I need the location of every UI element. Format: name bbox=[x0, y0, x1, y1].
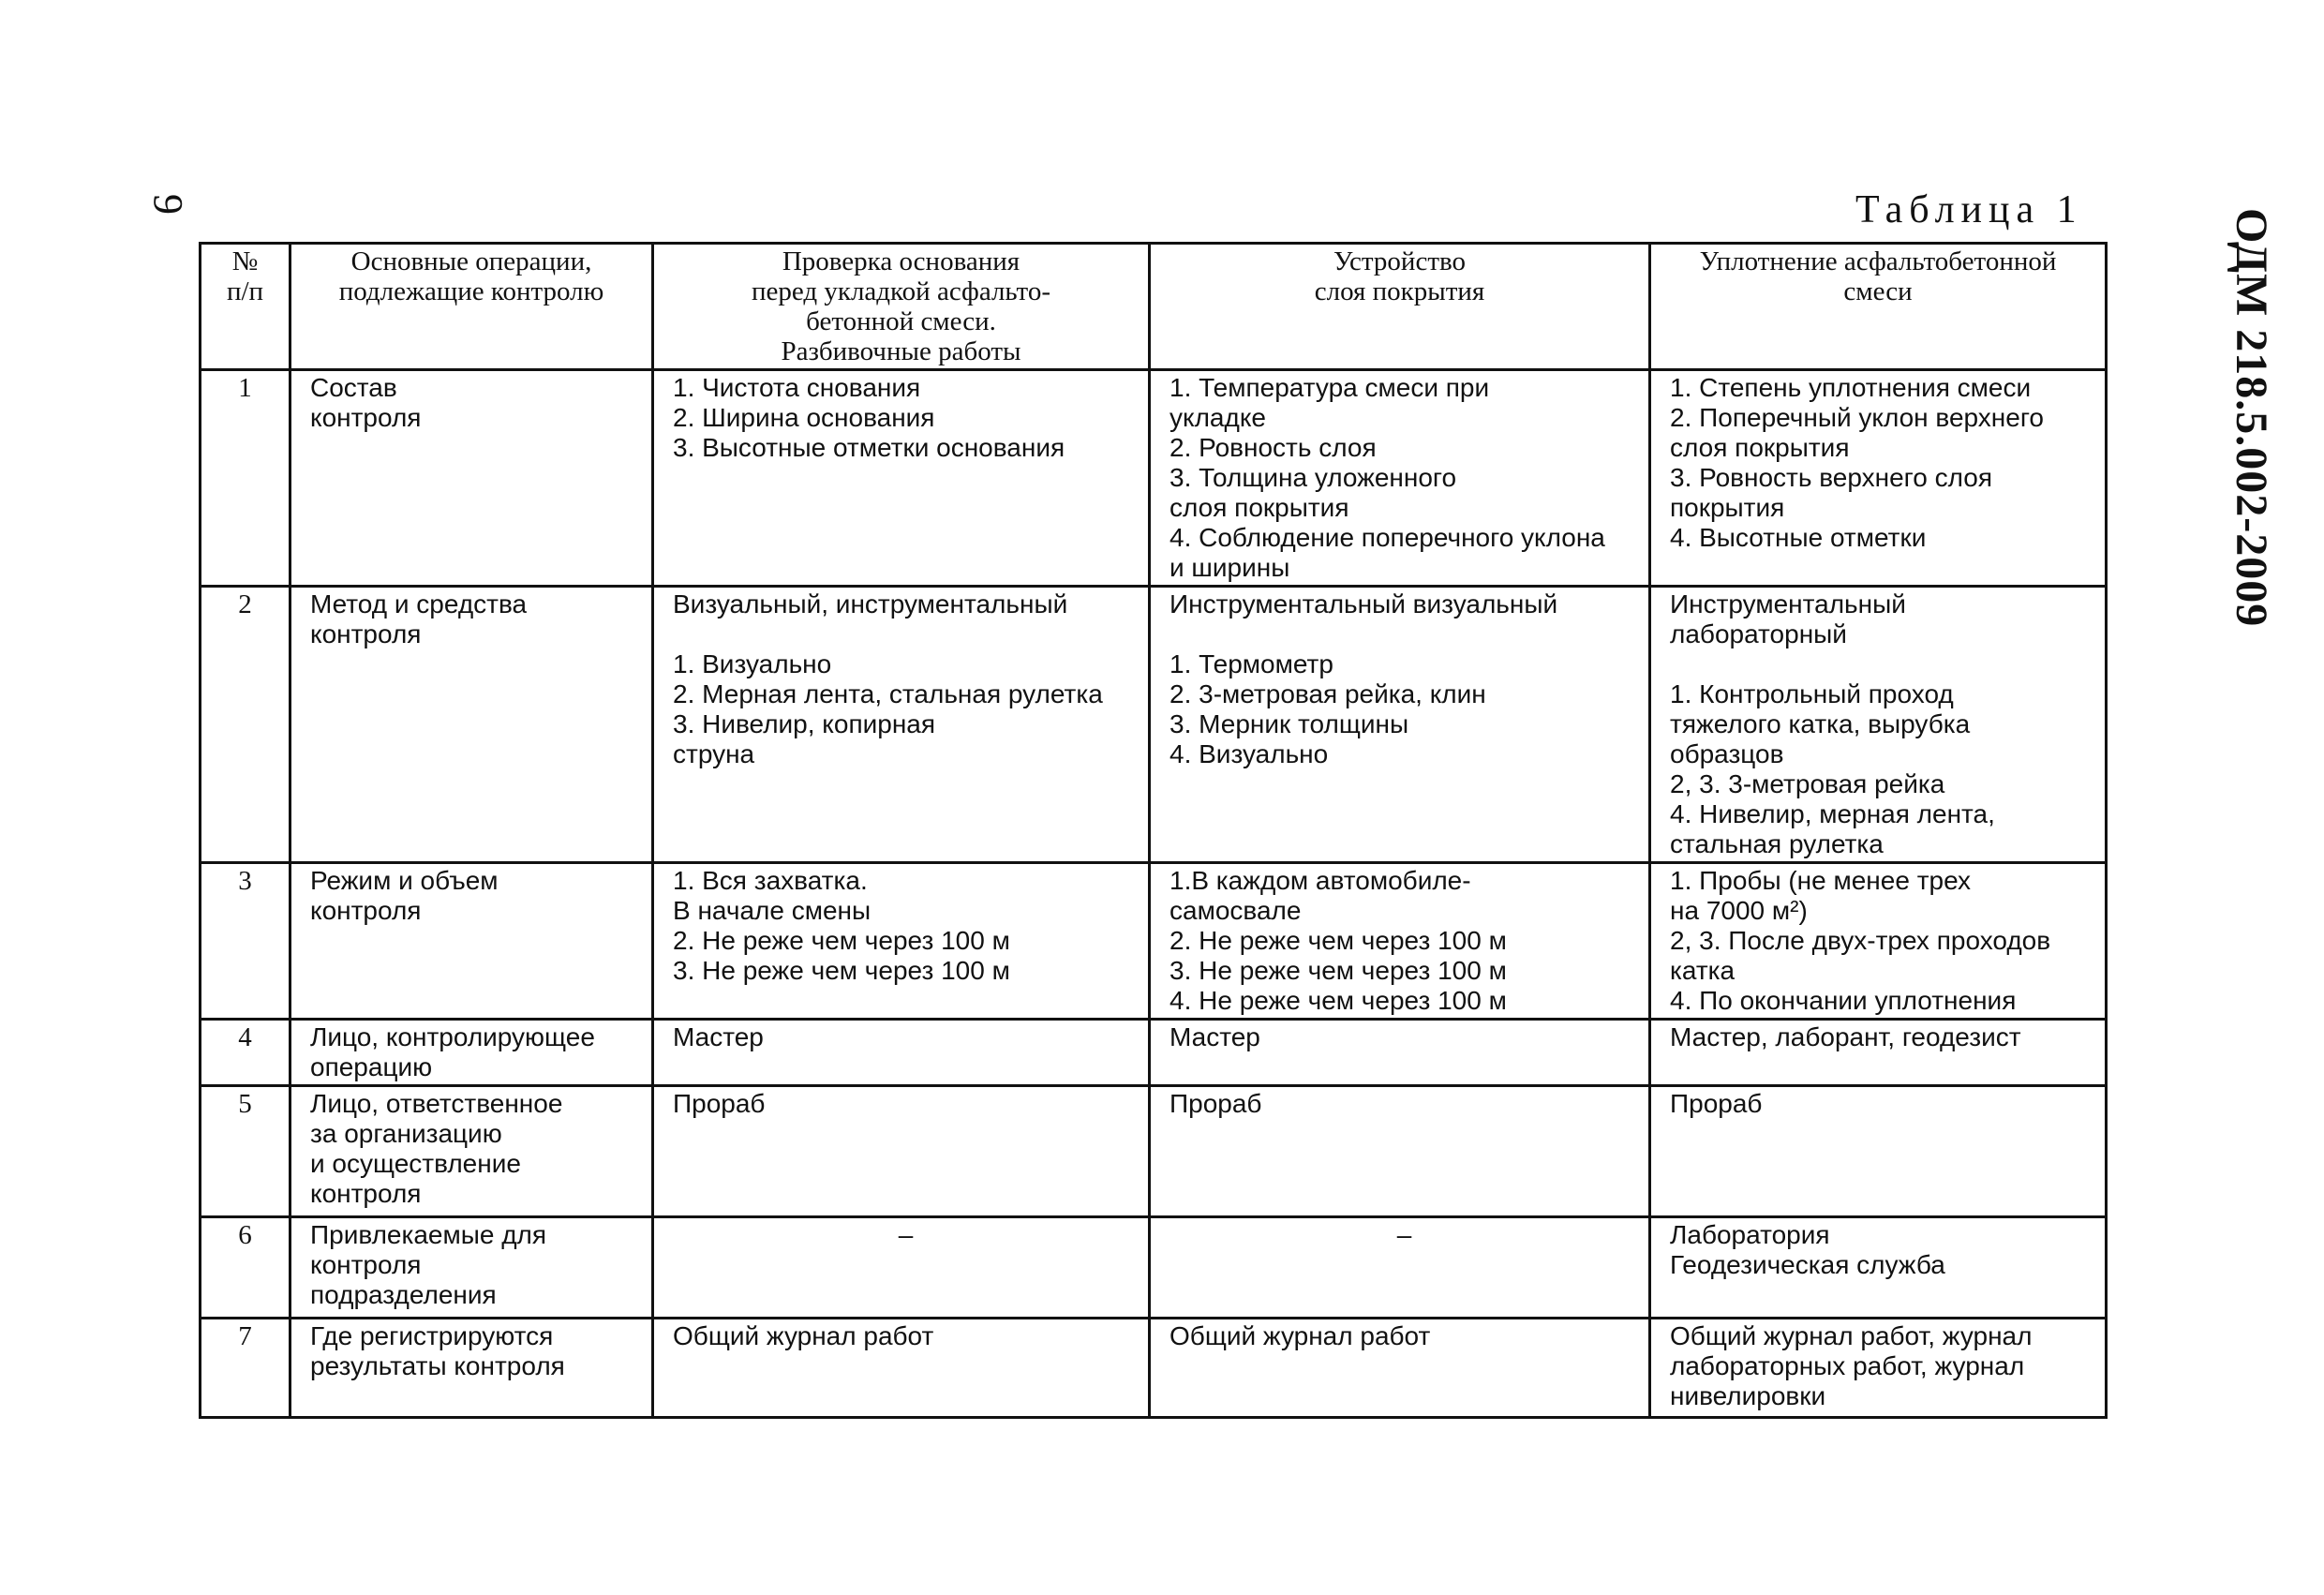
cell-line: контроля bbox=[310, 619, 422, 648]
cell-line: струна bbox=[673, 739, 755, 768]
cell-line: п/п bbox=[226, 276, 264, 306]
cell-line: лабораторный bbox=[1670, 619, 1847, 648]
cell-line: операцию bbox=[310, 1052, 433, 1081]
cell-line: Режим и объем bbox=[310, 866, 499, 895]
row-number: 2 bbox=[201, 587, 290, 863]
header-base-check bbox=[653, 244, 1150, 370]
cell-line: 1. Чистота снования bbox=[673, 373, 921, 402]
cell-line: Разбивочные работы bbox=[781, 336, 1021, 366]
cell-line: – bbox=[898, 1220, 914, 1249]
cell-line: контроля bbox=[310, 896, 422, 925]
cell-line: слоя покрытия bbox=[1169, 493, 1349, 522]
table-row bbox=[201, 1086, 2107, 1217]
cell-line: и осуществление bbox=[310, 1149, 521, 1178]
cell-line: Где регистрируются bbox=[310, 1321, 554, 1350]
layer-device-cell bbox=[1150, 370, 1650, 587]
compaction-cell bbox=[1650, 1086, 2107, 1217]
operation-cell bbox=[290, 1020, 653, 1086]
operation-cell bbox=[290, 370, 653, 587]
cell-line: 2, 3. После двух-трех проходов bbox=[1670, 926, 2051, 955]
cell-line: Метод и средства bbox=[310, 589, 528, 619]
compaction-cell bbox=[1650, 370, 2107, 587]
cell-line: 1. Контрольный проход bbox=[1670, 679, 1954, 708]
header-compaction bbox=[1650, 244, 2107, 370]
cell-line: на 7000 м²) bbox=[1670, 896, 1808, 925]
cell-line: укладке bbox=[1169, 403, 1266, 432]
table-row bbox=[201, 1217, 2107, 1319]
table-row bbox=[201, 863, 2107, 1020]
table-row bbox=[201, 1020, 2107, 1086]
cell-line: катка bbox=[1670, 956, 1736, 985]
cell-line: лабораторных работ, журнал bbox=[1670, 1351, 2025, 1380]
cell-line: 3. Ровность верхнего слоя bbox=[1670, 463, 1993, 492]
cell-line: контроля bbox=[310, 1179, 422, 1208]
base-check-cell bbox=[653, 863, 1150, 1020]
base-check-cell bbox=[653, 1086, 1150, 1217]
compaction-cell bbox=[1650, 587, 2107, 863]
base-check-cell bbox=[653, 587, 1150, 863]
layer-device-cell bbox=[1150, 587, 1650, 863]
blank-line bbox=[1670, 649, 2095, 679]
cell-line: подлежащие контролю bbox=[338, 276, 604, 306]
cell-line: 1. Пробы (не менее трех bbox=[1670, 866, 1972, 895]
layer-device-cell bbox=[1150, 1319, 1650, 1418]
cell-line: 3. Не реже чем через 100 м bbox=[673, 956, 1010, 985]
operation-cell bbox=[290, 1086, 653, 1217]
cell-line: № bbox=[231, 246, 259, 276]
cell-line: 1. Вся захватка. bbox=[673, 866, 868, 895]
cell-line: 1. Термометр bbox=[1169, 649, 1333, 678]
cell-line: бетонной смеси. bbox=[806, 306, 996, 336]
compaction-cell bbox=[1650, 863, 2107, 1020]
header-operations bbox=[290, 244, 653, 370]
row-number: 7 bbox=[201, 1319, 290, 1418]
layer-device-cell bbox=[1150, 1020, 1650, 1086]
cell-line: Мастер, лаборант, геодезист bbox=[1670, 1022, 2021, 1051]
layer-device-cell bbox=[1150, 1217, 1650, 1319]
base-check-cell bbox=[653, 370, 1150, 587]
cell-line: Мастер bbox=[673, 1022, 764, 1051]
operation-cell bbox=[290, 1319, 653, 1418]
cell-line: Устройство bbox=[1333, 246, 1466, 276]
cell-line: 2. Не реже чем через 100 м bbox=[1169, 926, 1507, 955]
cell-line: 4. Нивелир, мерная лента, bbox=[1670, 799, 1995, 828]
base-check-cell bbox=[653, 1319, 1150, 1418]
cell-line: 2, 3. 3-метровая рейка bbox=[1670, 769, 1945, 798]
cell-line: и ширины bbox=[1169, 553, 1290, 582]
cell-line: Проверка основания bbox=[782, 246, 1020, 276]
row-number: 4 bbox=[201, 1020, 290, 1086]
table-row bbox=[201, 587, 2107, 863]
header-layer-device bbox=[1150, 244, 1650, 370]
cell-line: перед укладкой асфальто- bbox=[751, 276, 1050, 306]
cell-line: Лицо, контролирующее bbox=[310, 1022, 595, 1051]
cell-line: Инструментальный bbox=[1670, 589, 1906, 619]
cell-line: 2. Не реже чем через 100 м bbox=[673, 926, 1010, 955]
cell-line: 4. Высотные отметки bbox=[1670, 523, 1927, 552]
cell-line: результаты контроля bbox=[310, 1351, 565, 1380]
compaction-cell bbox=[1650, 1020, 2107, 1086]
table-row bbox=[201, 1319, 2107, 1418]
base-check-cell bbox=[653, 1020, 1150, 1086]
cell-line: смеси bbox=[1843, 276, 1913, 306]
cell-line: Лицо, ответственное bbox=[310, 1089, 563, 1118]
compaction-cell bbox=[1650, 1319, 2107, 1418]
cell-line: 2. Поперечный уклон верхнего bbox=[1670, 403, 2044, 432]
cell-line: – bbox=[1396, 1220, 1412, 1249]
cell-line: Привлекаемые для bbox=[310, 1220, 547, 1249]
row-number: 3 bbox=[201, 863, 290, 1020]
cell-line: 3. Толщина уложенного bbox=[1169, 463, 1457, 492]
compaction-cell bbox=[1650, 1217, 2107, 1319]
cell-line: стальная рулетка bbox=[1670, 829, 1884, 858]
cell-line: Состав bbox=[310, 373, 397, 402]
cell-line: Визуальный, инструментальный bbox=[673, 589, 1068, 619]
cell-line: 3. Не реже чем через 100 м bbox=[1169, 956, 1507, 985]
cell-line: за организацию bbox=[310, 1119, 502, 1148]
cell-line: подразделения bbox=[310, 1280, 497, 1309]
cell-line: 3. Высотные отметки основания bbox=[673, 433, 1065, 462]
cell-line: тяжелого катка, вырубка bbox=[1670, 709, 1971, 738]
row-number: 1 bbox=[201, 370, 290, 587]
header-number bbox=[201, 244, 290, 370]
table-title: Таблица 1 bbox=[1855, 188, 2083, 231]
base-check-cell bbox=[653, 1217, 1150, 1319]
cell-line: 4. По окончании уплотнения bbox=[1670, 986, 2017, 1015]
control-operations-table bbox=[199, 242, 2108, 1419]
blank-line bbox=[673, 619, 1139, 649]
document-code: ОДМ 218.5.002-2009 bbox=[2227, 208, 2276, 628]
cell-line: 4. Соблюдение поперечного уклона bbox=[1169, 523, 1605, 552]
layer-device-cell bbox=[1150, 863, 1650, 1020]
cell-line: нивелировки bbox=[1670, 1381, 1826, 1410]
operation-cell bbox=[290, 587, 653, 863]
cell-line: слоя покрытия bbox=[1314, 276, 1485, 306]
cell-line: Мастер bbox=[1169, 1022, 1260, 1051]
cell-line: 4. Визуально bbox=[1169, 739, 1329, 768]
cell-line: Геодезическая служба bbox=[1670, 1250, 1945, 1279]
cell-line: 1.В каждом автомобиле- bbox=[1169, 866, 1471, 895]
cell-line: 3. Мерник толщины bbox=[1169, 709, 1409, 738]
cell-line: Общий журнал работ, журнал bbox=[1670, 1321, 2033, 1350]
layer-device-cell bbox=[1150, 1086, 1650, 1217]
cell-line: 2. Мерная лента, стальная рулетка bbox=[673, 679, 1103, 708]
cell-line: Прораб bbox=[1169, 1089, 1262, 1118]
cell-line: слоя покрытия bbox=[1670, 433, 1850, 462]
table-row bbox=[201, 370, 2107, 587]
row-number: 5 bbox=[201, 1086, 290, 1217]
cell-line: 1. Степень уплотнения смеси bbox=[1670, 373, 2032, 402]
operation-cell bbox=[290, 863, 653, 1020]
cell-line: 2. Ровность слоя bbox=[1169, 433, 1377, 462]
cell-line: Инструментальный визуальный bbox=[1169, 589, 1558, 619]
cell-line: самосвале bbox=[1169, 896, 1302, 925]
cell-line: Прораб bbox=[673, 1089, 766, 1118]
cell-line: Лаборатория bbox=[1670, 1220, 1830, 1249]
cell-line: 1. Температура смеси при bbox=[1169, 373, 1490, 402]
cell-line: покрытия bbox=[1670, 493, 1785, 522]
operation-cell bbox=[290, 1217, 653, 1319]
cell-line: Основные операции, bbox=[350, 246, 592, 276]
cell-line: 2. 3-метровая рейка, клин bbox=[1169, 679, 1486, 708]
cell-line: Общий журнал работ bbox=[673, 1321, 934, 1350]
cell-line: контроля bbox=[310, 1250, 422, 1279]
table-header-row bbox=[201, 244, 2107, 370]
cell-line: контроля bbox=[310, 403, 422, 432]
cell-line: Прораб bbox=[1670, 1089, 1763, 1118]
cell-line: 3. Нивелир, копирная bbox=[673, 709, 936, 738]
cell-line: 1. Визуально bbox=[673, 649, 832, 678]
cell-line: В начале смены bbox=[673, 896, 872, 925]
cell-line: Общий журнал работ bbox=[1169, 1321, 1431, 1350]
blank-line bbox=[1169, 619, 1639, 649]
row-number: 6 bbox=[201, 1217, 290, 1319]
cell-line: образцов bbox=[1670, 739, 1784, 768]
cell-line: 4. Не реже чем через 100 м bbox=[1169, 986, 1507, 1015]
cell-line: Уплотнение асфальтобетонной bbox=[1699, 246, 2057, 276]
cell-line: 2. Ширина основания bbox=[673, 403, 935, 432]
page-number: 9 bbox=[145, 194, 191, 215]
